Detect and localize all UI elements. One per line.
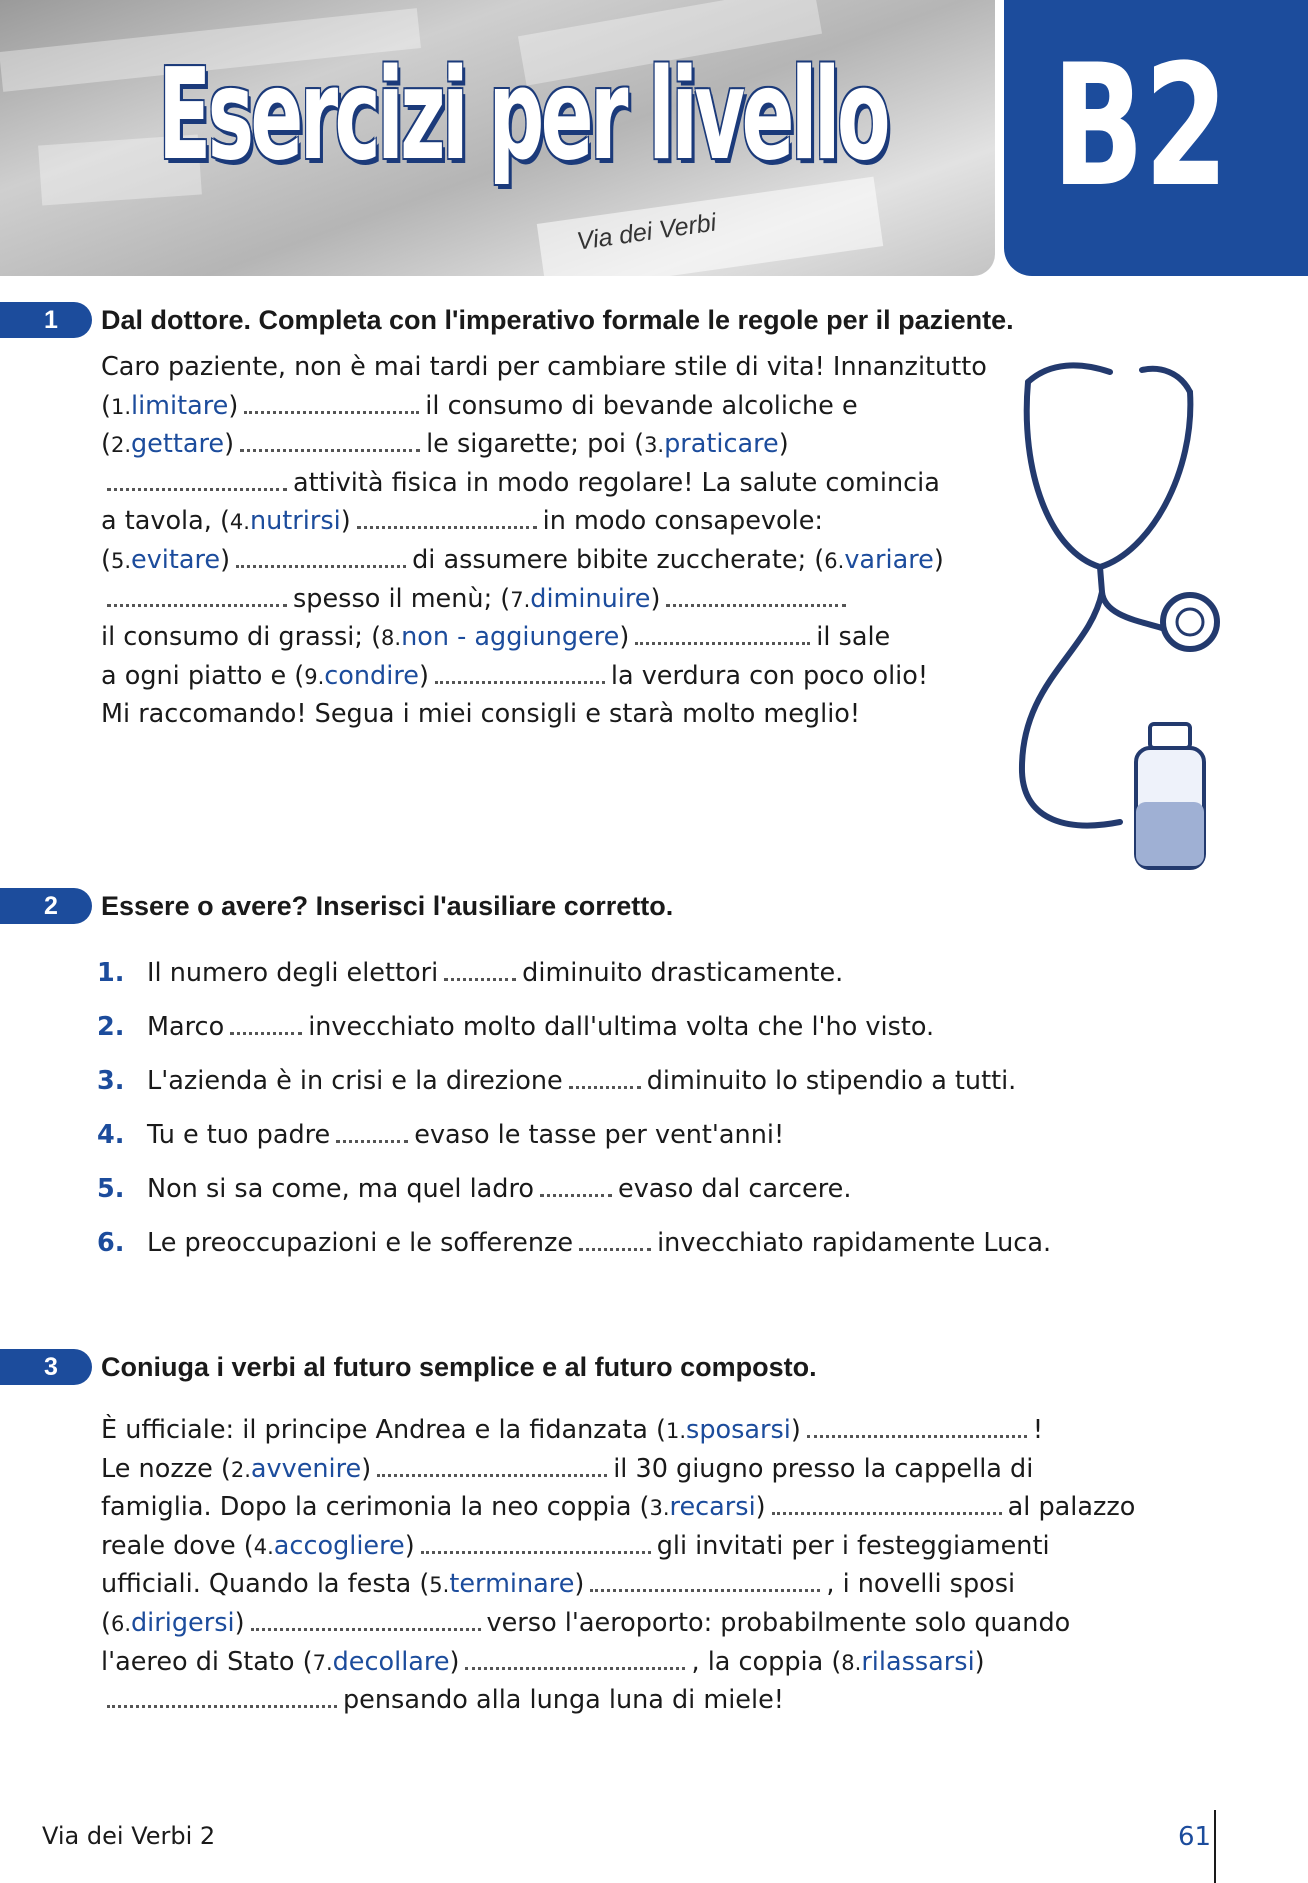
item-number: 7. bbox=[312, 1650, 333, 1675]
verb-infinitive: limitare bbox=[131, 390, 229, 421]
verb-infinitive: condire bbox=[324, 660, 419, 691]
verb-infinitive: decollare bbox=[332, 1646, 450, 1677]
exercise-number-tab bbox=[0, 888, 92, 924]
answer-blank[interactable] bbox=[540, 1191, 612, 1197]
answer-blank[interactable] bbox=[107, 485, 287, 491]
line-text: ) bbox=[755, 1492, 766, 1523]
exercise-1-text bbox=[101, 352, 1021, 822]
sentence-end: diminuito lo stipendio a tutti. bbox=[646, 1066, 1017, 1096]
header-photo-banner bbox=[0, 0, 995, 276]
exercise-3-header bbox=[0, 1349, 1308, 1389]
line-text: ) bbox=[933, 545, 944, 575]
answer-blank[interactable] bbox=[772, 1509, 1002, 1515]
sentence-start: Marco bbox=[147, 1012, 225, 1042]
text-line bbox=[101, 1647, 985, 1677]
line-text: ) bbox=[619, 622, 630, 653]
line-text: l'aereo di Stato ( bbox=[101, 1646, 313, 1677]
line-text: verso l'aeroporto: probabilmente solo quando bbox=[486, 1608, 1071, 1638]
text-line bbox=[101, 352, 987, 382]
line-text: ( bbox=[101, 429, 111, 460]
item-number: 2. bbox=[97, 1012, 125, 1042]
text-line bbox=[101, 699, 860, 729]
sentence-end: evaso dal carcere. bbox=[618, 1174, 852, 1204]
verb-infinitive: accogliere bbox=[273, 1530, 405, 1561]
exercise-number: 2 bbox=[44, 892, 58, 920]
medicine-bottle bbox=[1136, 724, 1204, 868]
exercise-title: Essere o avere? Inserisci l'ausiliare corretto. bbox=[101, 891, 674, 921]
answer-blank[interactable] bbox=[444, 975, 516, 981]
verb-infinitive: dirigersi bbox=[131, 1608, 235, 1638]
item-number: 6. bbox=[824, 549, 845, 573]
exercise-3-text bbox=[101, 1415, 1261, 1795]
item-number: 5. bbox=[110, 549, 131, 573]
street-sign-text: Via dei Verbi bbox=[575, 208, 718, 256]
chest-piece bbox=[1163, 595, 1217, 649]
answer-blank[interactable] bbox=[579, 1245, 651, 1251]
sentence bbox=[147, 1012, 934, 1042]
answer-blank[interactable] bbox=[421, 1548, 651, 1554]
line-text: ) bbox=[234, 1608, 245, 1638]
line-text: gli invitati per i festeggiamenti bbox=[656, 1530, 1050, 1561]
list-item bbox=[97, 1066, 1197, 1106]
sentence-start: L'azienda è in crisi e la direzione bbox=[147, 1066, 563, 1096]
item-number: 3. bbox=[649, 1496, 670, 1521]
answer-blank[interactable] bbox=[666, 601, 846, 607]
answer-blank[interactable] bbox=[435, 678, 605, 684]
item-number: 5. bbox=[429, 1573, 450, 1598]
verb-infinitive: avvenire bbox=[250, 1453, 362, 1484]
line-text: ( bbox=[101, 390, 111, 421]
verb-infinitive: nutrirsi bbox=[249, 506, 341, 537]
exercise-title: Dal dottore. Completa con l'imperativo formale le regole per il paziente. bbox=[101, 305, 1014, 335]
line-text: la verdura con poco olio! bbox=[610, 660, 929, 691]
sentence bbox=[147, 1120, 784, 1150]
line-text: il consumo di grassi; ( bbox=[101, 622, 382, 653]
line-text: ) bbox=[574, 1569, 585, 1600]
answer-blank[interactable] bbox=[807, 1432, 1027, 1438]
verb-infinitive: rilassarsi bbox=[861, 1646, 975, 1677]
item-number: 1. bbox=[97, 958, 125, 988]
page-title: Esercizi per livello bbox=[158, 41, 887, 188]
list-item bbox=[97, 958, 1197, 998]
line-text: il consumo di bevande alcoliche e bbox=[425, 390, 858, 421]
sentence-start: Non si sa come, ma quel ladro bbox=[147, 1174, 535, 1204]
level-label: B2 bbox=[1052, 28, 1229, 224]
line-text: famiglia. Dopo la cerimonia la neo coppia ( bbox=[101, 1492, 650, 1523]
item-number: 1. bbox=[665, 1419, 687, 1443]
answer-blank[interactable] bbox=[251, 1625, 481, 1631]
line-text: ) bbox=[790, 1415, 801, 1445]
item-number: 3. bbox=[644, 433, 665, 458]
sentence bbox=[147, 1066, 1016, 1096]
sentence-end: invecchiato rapidamente Luca. bbox=[657, 1228, 1052, 1258]
item-number: 6. bbox=[110, 1612, 131, 1636]
verb-infinitive: diminuire bbox=[530, 583, 651, 614]
item-number: 4. bbox=[229, 510, 250, 535]
line-text: in modo consapevole: bbox=[542, 506, 823, 537]
sentence-start: Tu e tuo padre bbox=[147, 1120, 331, 1150]
line-text: ) bbox=[220, 545, 231, 575]
verb-infinitive: recarsi bbox=[669, 1492, 756, 1523]
answer-blank[interactable] bbox=[230, 1029, 302, 1035]
answer-blank[interactable] bbox=[107, 601, 287, 607]
stethoscope-icon bbox=[1010, 352, 1220, 892]
exercise-number: 1 bbox=[44, 306, 58, 334]
line-text: le sigarette; poi ( bbox=[426, 429, 645, 460]
line-text: reale dove ( bbox=[101, 1530, 254, 1561]
text-line bbox=[101, 661, 928, 691]
line-text: ) bbox=[404, 1530, 415, 1561]
verb-infinitive: terminare bbox=[449, 1569, 575, 1600]
item-number: 4. bbox=[97, 1120, 125, 1150]
line-text: ) bbox=[228, 390, 239, 421]
sentence-start: Il numero degli elettori bbox=[147, 958, 439, 988]
sentence bbox=[147, 958, 843, 988]
line-text: Mi raccomando! Segua i miei consigli e starà molto meglio! bbox=[101, 699, 861, 730]
verb-infinitive: praticare bbox=[664, 429, 779, 460]
line-text: pensando alla lunga luna di miele! bbox=[343, 1685, 784, 1716]
line-text: ) bbox=[778, 429, 789, 460]
verb-infinitive: evitare bbox=[131, 545, 221, 575]
answer-blank[interactable] bbox=[377, 1471, 607, 1477]
item-number: 9. bbox=[304, 664, 325, 689]
item-number: 2. bbox=[110, 433, 131, 458]
text-line bbox=[101, 429, 789, 459]
line-text: di assumere bibite zuccherate; ( bbox=[412, 545, 825, 575]
text-line bbox=[101, 506, 823, 536]
line-text: a tavola, ( bbox=[101, 506, 230, 537]
text-line bbox=[101, 584, 852, 614]
line-text: ) bbox=[418, 660, 429, 691]
line-text: a ogni piatto e ( bbox=[101, 660, 305, 691]
line-text: spesso il menù; ( bbox=[293, 583, 511, 614]
line-text: Caro paziente, non è mai tardi per cambiare stile di vita! Innanzitutto bbox=[101, 352, 987, 382]
exercise-1-header bbox=[0, 302, 1308, 342]
line-text: , la coppia ( bbox=[691, 1646, 842, 1677]
footer-divider bbox=[1214, 1810, 1216, 1883]
item-number: 8. bbox=[841, 1650, 862, 1675]
line-text: al palazzo bbox=[1007, 1492, 1136, 1523]
text-line bbox=[101, 1454, 1033, 1484]
sentence-end: diminuito drasticamente. bbox=[522, 958, 844, 988]
item-number: 3. bbox=[97, 1066, 125, 1096]
level-badge bbox=[1004, 0, 1308, 276]
text-line bbox=[101, 1685, 784, 1715]
exercise-2-list bbox=[97, 958, 1197, 1278]
text-line bbox=[101, 1415, 1043, 1445]
answer-blank[interactable] bbox=[240, 446, 420, 452]
item-number: 5. bbox=[97, 1174, 125, 1204]
line-text: ) bbox=[224, 429, 235, 460]
line-text: ) bbox=[340, 506, 351, 537]
answer-blank[interactable] bbox=[244, 408, 419, 414]
sentence bbox=[147, 1174, 851, 1204]
line-text: il 30 giugno presso la cappella di bbox=[613, 1453, 1034, 1484]
text-line bbox=[101, 622, 890, 652]
line-text: , i novelli sposi bbox=[826, 1569, 1016, 1600]
text-line bbox=[101, 468, 940, 498]
item-number: 8. bbox=[381, 626, 402, 651]
item-number: 1. bbox=[110, 394, 131, 419]
line-text: ! bbox=[1032, 1415, 1044, 1445]
footer-book-title: Via dei Verbi 2 bbox=[42, 1822, 216, 1850]
item-number: 2. bbox=[230, 1457, 251, 1482]
page-number: 61 bbox=[1178, 1822, 1212, 1852]
list-item bbox=[97, 1012, 1197, 1052]
text-line bbox=[101, 391, 858, 421]
sentence bbox=[147, 1228, 1051, 1258]
line-text: È ufficiale: il principe Andrea e la fidanzata ( bbox=[101, 1415, 666, 1445]
line-text: ( bbox=[101, 1608, 111, 1638]
answer-blank[interactable] bbox=[236, 562, 406, 568]
line-text: ) bbox=[449, 1646, 460, 1677]
line-text: ufficiali. Quando la festa ( bbox=[101, 1569, 430, 1600]
item-number: 7. bbox=[510, 587, 531, 612]
answer-blank[interactable] bbox=[336, 1137, 408, 1143]
answer-blank[interactable] bbox=[590, 1586, 820, 1592]
verb-infinitive: non - aggiungere bbox=[401, 622, 620, 653]
exercise-title: Coniuga i verbi al futuro semplice e al futuro composto. bbox=[101, 1352, 817, 1382]
item-number: 4. bbox=[253, 1534, 274, 1559]
line-text: Le nozze ( bbox=[101, 1453, 231, 1484]
answer-blank[interactable] bbox=[357, 523, 537, 529]
answer-blank[interactable] bbox=[107, 1702, 337, 1708]
line-text: il sale bbox=[816, 622, 891, 653]
line-text: ( bbox=[101, 545, 111, 575]
text-line bbox=[101, 1531, 1050, 1561]
verb-infinitive: variare bbox=[844, 545, 934, 575]
exercise-number-tab bbox=[0, 302, 92, 338]
text-line bbox=[101, 1608, 1070, 1638]
text-line bbox=[101, 545, 944, 575]
text-line bbox=[101, 1492, 1135, 1522]
list-item bbox=[97, 1228, 1197, 1268]
exercise-2-header bbox=[0, 888, 1308, 928]
item-number: 6. bbox=[97, 1228, 125, 1258]
answer-blank[interactable] bbox=[569, 1083, 641, 1089]
verb-infinitive: gettare bbox=[131, 429, 225, 460]
answer-blank[interactable] bbox=[465, 1664, 685, 1670]
exercise-number: 3 bbox=[44, 1353, 58, 1381]
exercise-number-tab bbox=[0, 1349, 92, 1385]
sentence-start: Le preoccupazioni e le sofferenze bbox=[147, 1228, 574, 1258]
sentence-end: invecchiato molto dall'ultima volta che l'ho visto. bbox=[308, 1012, 935, 1042]
sentence-end: evaso le tasse per vent'anni! bbox=[414, 1120, 785, 1150]
text-line bbox=[101, 1569, 1015, 1599]
verb-infinitive: sposarsi bbox=[686, 1415, 791, 1445]
line-text: attività fisica in modo regolare! La salute comincia bbox=[293, 467, 940, 498]
line-text: ) bbox=[974, 1646, 985, 1677]
list-item bbox=[97, 1174, 1197, 1214]
answer-blank[interactable] bbox=[635, 639, 810, 645]
line-text: ) bbox=[361, 1453, 372, 1484]
line-text: ) bbox=[650, 583, 661, 614]
list-item bbox=[97, 1120, 1197, 1160]
